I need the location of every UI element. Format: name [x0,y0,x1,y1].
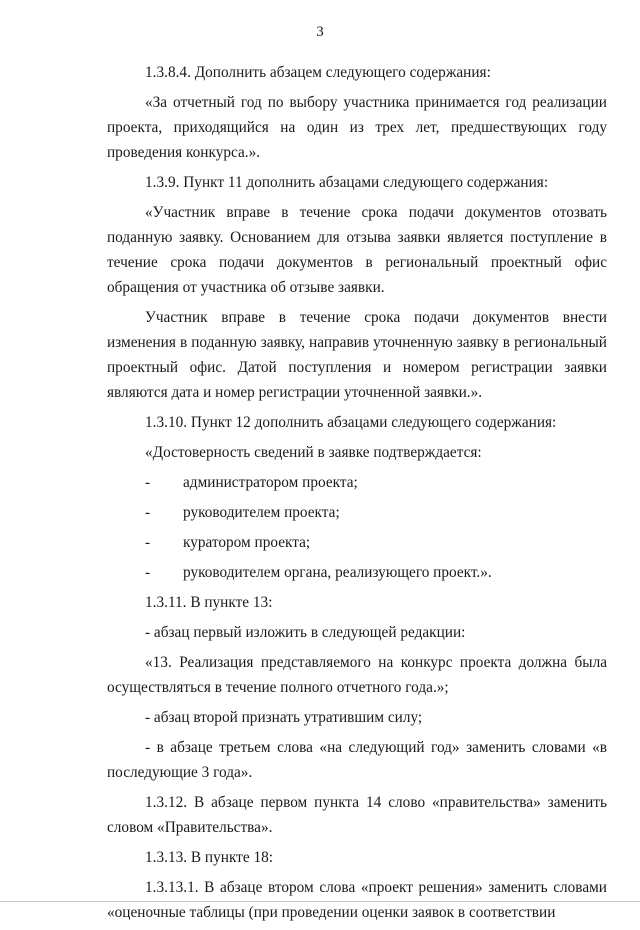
paragraph-1-3-8-4: 1.3.8.4. Дополнить абзацем следующего содержания: [145,64,491,81]
page-number: 3 [316,24,324,40]
list-item [107,500,607,525]
paragraph-second-abzac: - абзац второй признать утратившим силу; [145,709,423,726]
confirmers-list [107,470,607,585]
document-body [107,60,607,930]
paragraph-third-abzac: - в абзаце третьем слова «на следующий год» заменить словами «в последующие 3 года». [107,739,607,781]
paragraph-amend-application: Участник вправе в течение срока подачи документов внести изменения в поданную заявку, направив уточненную заявку в региональный проектный офис. Датой поступления и номером регистрации заявки являются дата и номер регистрации уточненной заявки.». [107,309,607,401]
list-item-text: куратором проекта; [183,534,311,551]
list-dash: - [145,534,151,551]
paragraph-withdraw-application: «Участник вправе в течение срока подачи документов отозвать поданную заявку. Основанием для отзыва заявки является поступление в течение срока подачи документов в региональный проектный офис обращения от участника об отзыве заявки. [107,204,607,296]
paragraph-1-3-11: 1.3.11. В пункте 13: [145,594,273,611]
paragraph-1-3-13: 1.3.13. В пункте 18: [145,849,274,866]
paragraph-first-abzac: - абзац первый изложить в следующей редакции: [145,624,466,641]
list-item-text: администратором проекта; [183,474,358,491]
list-item [107,530,607,555]
paragraph-reliability-confirmed: «Достоверность сведений в заявке подтверждается: [145,444,482,461]
page-bottom-edge [0,901,640,902]
list-item [107,470,607,495]
paragraph-1-3-9: 1.3.9. Пункт 11 дополнить абзацами следующего содержания: [145,174,549,191]
paragraph-reporting-year: «За отчетный год по выбору участника принимается год реализации проекта, приходящийся на один из трех лет, предшествующих году проведения конкурса.». [107,94,607,161]
paragraph-point-13-text: «13. Реализация представляемого на конкурс проекта должна была осуществляться в течение полного отчетного года.»; [107,654,607,696]
paragraph-1-3-10: 1.3.10. Пункт 12 дополнить абзацами следующего содержания: [145,414,557,431]
list-item-text: руководителем проекта; [183,504,340,521]
list-item [107,560,607,585]
list-dash: - [145,504,151,521]
paragraph-1-3-13-1: 1.3.13.1. В абзаце втором слова «проект решения» заменить словами «оценочные таблицы (при проведении оценки заявок в соответствии [107,879,607,921]
list-dash: - [145,474,151,491]
list-item-text: руководителем органа, реализующего проект.». [183,564,492,581]
list-dash: - [145,564,151,581]
paragraph-1-3-12: 1.3.12. В абзаце первом пункта 14 слово «правительства» заменить словом «Правительства». [107,794,607,836]
